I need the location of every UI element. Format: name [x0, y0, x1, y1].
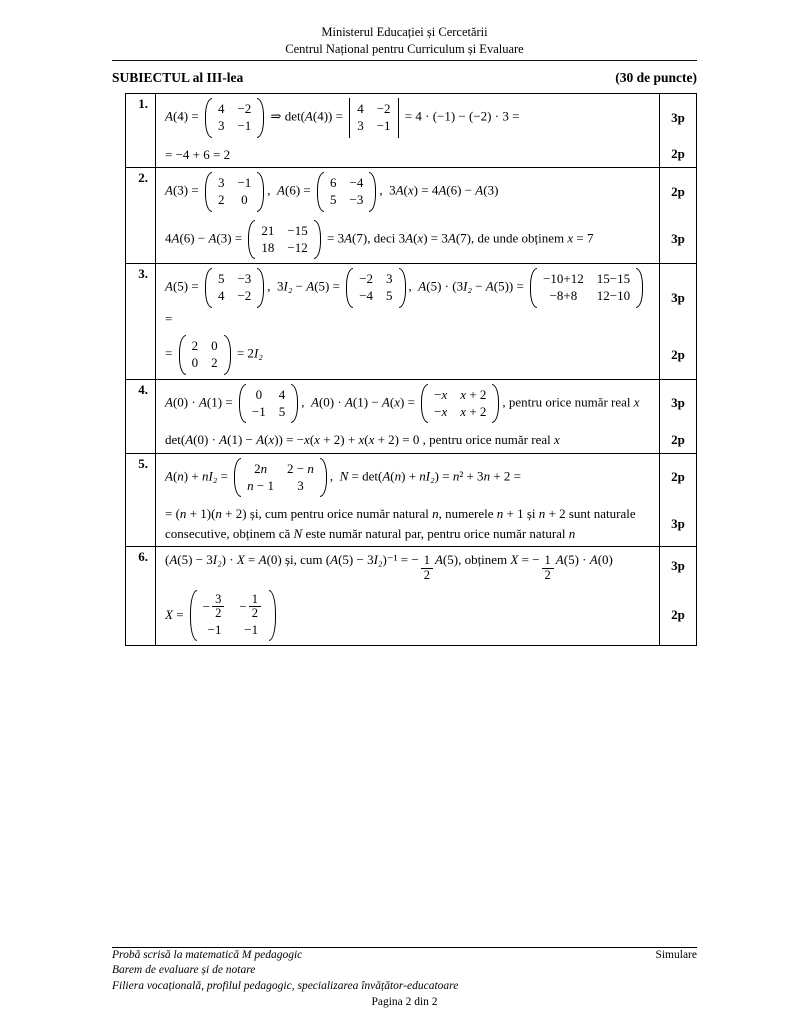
matrix-cell: x + 2 — [460, 386, 487, 402]
subject-title: SUBIECTUL al III-lea — [112, 70, 244, 85]
footer-page-number: Pagina 2 din 2 — [371, 996, 438, 1009]
footer-filiera-label: Filiera vocațională, profilul pedagogic, specializarea învățător-educatoare — [112, 980, 459, 993]
row-content-line: (A(5) − 3I₂) · X = A(0) și, cum (A(5) − 3I₂)⁻¹ = − $\frac{1}{2}$ A(5), obținem X = − $\frac{1}{2}$ A(5) · A(0) — [165, 552, 613, 582]
points-cell: 3p — [659, 547, 696, 586]
subject-points-total: (30 de puncte) — [615, 70, 697, 85]
table-row — [126, 453, 696, 547]
matrix — [248, 220, 320, 260]
footer-session-label: Simulare — [655, 948, 697, 961]
matrix — [205, 268, 264, 308]
matrix-cell: −2 — [359, 271, 374, 286]
row-number: 3. — [126, 264, 156, 379]
fraction: − $\frac{3}{2}$ — [203, 593, 227, 622]
matrix-cell: −4 — [359, 288, 374, 304]
matrix-cell: 0 — [211, 338, 218, 353]
table-row — [126, 263, 696, 379]
matrix-cell: 15−15 — [596, 271, 631, 286]
matrix-cell: 2 — [217, 192, 225, 208]
matrix — [346, 268, 405, 308]
fraction: $\frac{1}{2}$ — [540, 554, 556, 583]
matrix — [234, 458, 327, 498]
points-cell: 2p — [659, 586, 696, 646]
matrix-cell: 18 — [261, 239, 275, 255]
matrix-cell: 4 — [278, 386, 286, 402]
matrix-cell: 21 — [261, 222, 275, 238]
row-content-line: A(n) + nI₂ = 2n 2 − n n − 1 3 , N = det(A(n) + nI₂) = n² + 3n + 2 = — [156, 454, 659, 502]
fraction: − $\frac{1}{2}$ — [239, 593, 263, 622]
matrix-cell: 4 — [217, 288, 225, 304]
center-line: Centrul Național pentru Curriculum și Evaluare — [285, 41, 524, 56]
matrix-cell: −1 — [244, 622, 259, 637]
points-cell: 2p — [659, 454, 696, 502]
points-cell: 2p — [659, 331, 696, 379]
row-number: 6. — [126, 547, 156, 645]
matrix-cell: −4 — [349, 175, 364, 190]
table-row — [126, 546, 696, 645]
determinant — [349, 98, 398, 138]
matrix — [205, 98, 264, 138]
matrix-cell: 3 — [386, 271, 393, 286]
matrix-cell — [239, 593, 263, 622]
matrix — [421, 384, 499, 424]
matrix-cell: −10+12 — [543, 271, 584, 286]
rubric-table — [125, 93, 697, 646]
row-content-line: = −4 + 6 = 2 — [165, 146, 231, 162]
row-content-line: = 2 0 0 2 = 2I₂ — [156, 331, 659, 379]
points-cell: 2p — [659, 168, 696, 216]
matrix-cell: −2 — [237, 101, 252, 116]
matrix-cell: 2n — [254, 460, 268, 476]
matrix-cell: 0 — [255, 386, 263, 402]
ministry-line: Ministerul Educației și Cercetării — [321, 25, 488, 39]
matrix-cell: 5 — [278, 403, 286, 419]
matrix-cell: 5 — [217, 271, 225, 286]
row-content-line: A(3) = 3 −1 2 0 , A(6) = 6 −4 5 −3 , 3A(x) = 4A(6) − A(3) — [156, 168, 659, 216]
matrix-cell: 3 — [357, 118, 364, 134]
matrix — [190, 590, 276, 642]
matrix-cell: −3 — [237, 271, 252, 286]
matrix-cell: x + 2 — [460, 403, 487, 419]
matrix — [179, 335, 231, 375]
row-number: 4. — [126, 380, 156, 453]
row-content-line: X = − $\frac{3}{2}$ − $\frac{1}{2}$ −1 −1 — [156, 586, 659, 646]
matrix-cell: −1 — [251, 403, 266, 419]
matrix-cell: −2 — [376, 101, 391, 116]
row-number: 2. — [126, 168, 156, 263]
row-content-line: det(A(0) · A(1) − A(x)) = −x(x + 2) + x(x + 2) = 0 , pentru orice număr real x — [165, 432, 560, 447]
matrix-cell: −1 — [237, 175, 252, 190]
matrix-cell: 4 — [217, 101, 225, 116]
matrix-cell: −15 — [287, 222, 308, 238]
row-content-line: A(5) = 5 −3 4 −2 , 3I₂ − A(5) = −2 3 −4 5 , A(5) · (3I₂ − A(5)) = −10+12 15−15 −8+8 12−10 = — [156, 264, 659, 331]
matrix-cell: 5 — [330, 192, 337, 208]
matrix-cell: −1 — [237, 118, 252, 134]
matrix — [239, 384, 298, 424]
matrix-cell: −1 — [376, 118, 391, 134]
matrix — [205, 172, 264, 212]
row-number: 1. — [126, 94, 156, 167]
points-cell: 3p — [659, 94, 696, 142]
table-row — [126, 94, 696, 167]
row-content-line: 4A(6) − A(3) = 21 −15 18 −12 = 3A(7), deci 3A(x) = 3A(7), de unde obținem x = 7 — [156, 216, 659, 264]
matrix-cell: 12−10 — [596, 288, 631, 304]
matrix-cell: 3 — [297, 477, 304, 493]
footer-barem-label: Barem de evaluare și de notare — [112, 964, 256, 977]
header-divider — [112, 60, 697, 61]
row-content-line: A(0) · A(1) = 0 4 −1 5 , A(0) · A(1) − A(x) = −x x + 2 −x x + 2 , pentru orice număr real x — [156, 380, 659, 428]
matrix-cell: 3 — [217, 118, 225, 134]
matrix-cell: 2 — [211, 355, 218, 371]
points-cell: 3p — [659, 380, 696, 428]
row-content-line: A(4) = 4 −2 3 −1 ⇒ det(A(4)) = 4 −2 3 −1 = 4 · (−1) − (−2) · 3 = — [156, 94, 659, 142]
footer-row-1 — [112, 948, 697, 964]
matrix-cell: −1 — [207, 622, 222, 637]
footer-exam-name: Probă scrisă la matematică M pedagogic — [112, 948, 303, 961]
ministry-header — [112, 24, 697, 57]
matrix-cell: n − 1 — [247, 477, 275, 493]
points-cell: 3p — [659, 501, 696, 546]
matrix-cell: 0 — [241, 192, 248, 208]
matrix-cell: 3 — [217, 175, 225, 190]
table-row — [126, 167, 696, 263]
fraction: $\frac{1}{2}$ — [419, 554, 435, 583]
matrix-cell: −3 — [349, 192, 364, 208]
matrix-cell: −8+8 — [549, 288, 578, 304]
matrix-cell: 2 — [191, 338, 199, 353]
matrix-cell: 6 — [330, 175, 337, 190]
matrix-cell — [203, 593, 227, 622]
matrix-cell: −12 — [287, 239, 308, 255]
matrix-cell: −2 — [237, 288, 252, 304]
row-content-line: = (n + 1)(n + 2) și, cum pentru orice număr natural n, numerele n + 1 și n + 2 sunt naturale consecutive, obținem că N este număr natural par, pentru orice număr natural n — [165, 506, 639, 541]
points-cell: 2p — [659, 427, 696, 453]
page-content — [112, 24, 697, 646]
table-row — [126, 379, 696, 453]
matrix-cell: −x — [434, 386, 448, 402]
points-cell: 3p — [659, 264, 696, 331]
points-cell: 3p — [659, 216, 696, 264]
matrix-cell: 0 — [191, 355, 199, 371]
matrix-cell: 5 — [386, 288, 393, 304]
matrix — [317, 172, 376, 212]
matrix-cell: 2 − n — [287, 460, 314, 476]
matrix-cell: −x — [434, 403, 448, 419]
subject-header — [112, 70, 697, 86]
points-cell: 2p — [659, 142, 696, 168]
matrix-cell: 4 — [357, 101, 364, 116]
row-number: 5. — [126, 454, 156, 547]
matrix — [530, 268, 643, 308]
page-footer — [112, 947, 697, 1011]
